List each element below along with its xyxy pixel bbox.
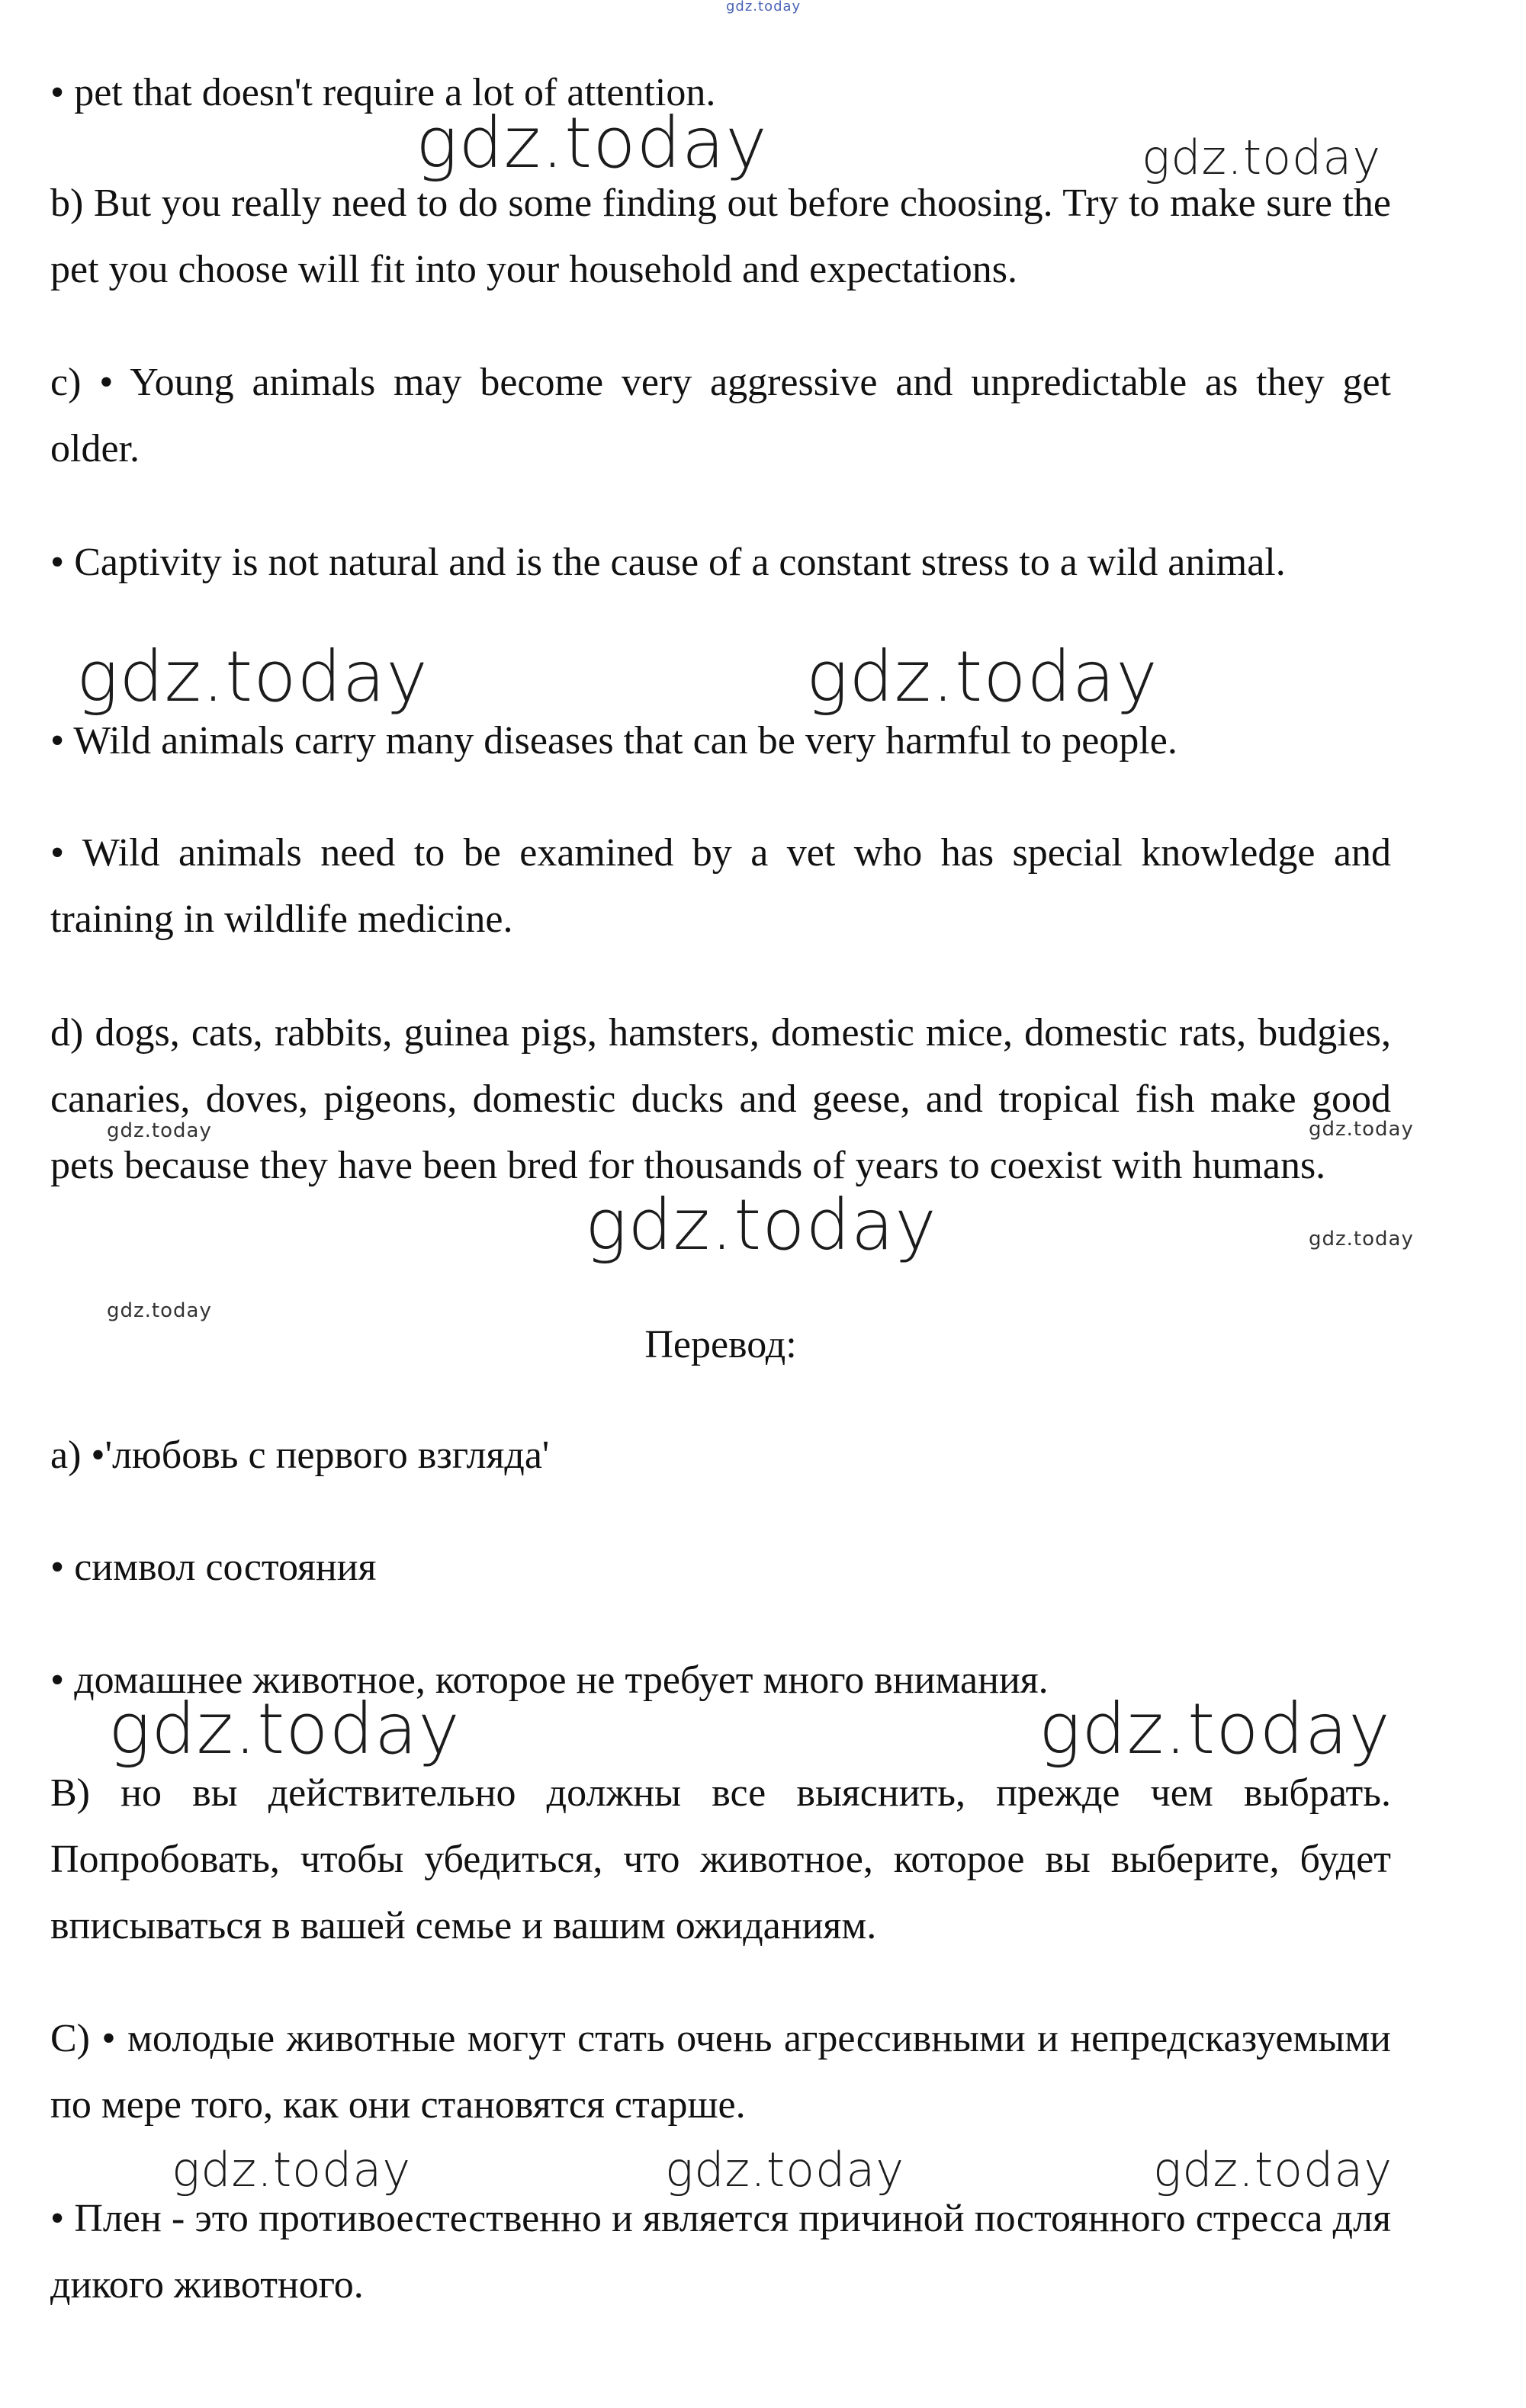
watermark: gdz.today xyxy=(1142,130,1382,185)
watermark: gdz.today xyxy=(76,636,429,718)
ru-a-bullet-3: • домашнее животное, которое не требует много внимания. xyxy=(50,1658,1049,1702)
watermark-top: gdz.today xyxy=(726,0,802,14)
watermark: gdz.today xyxy=(665,2142,905,2198)
watermark: gdz.today xyxy=(1153,2142,1393,2198)
ru-a-bullet-1: а) •'любовь с первого взгляда' xyxy=(50,1434,550,1477)
ru-c-bullet-1: С) • молодые животные могут стать очень агрессивными и непредсказуемыми по мере того, как они становятся старше. xyxy=(50,2017,1391,2127)
watermark: gdz.today xyxy=(172,2142,412,2198)
watermark: gdz.today xyxy=(1309,1228,1414,1251)
ru-c-bullet-2: • Плен - это противоестественно и является причиной постоянного стресса для дикого животного. xyxy=(50,2197,1391,2307)
watermark: gdz.today xyxy=(585,1184,937,1266)
ru-b-paragraph: В) но вы действительно должны все выяснить, прежде чем выбрать. Попробовать, чтобы убедиться, что животное, которое вы выберите, будет вписываться в вашей семье и вашим ожиданиям. xyxy=(50,1771,1391,1947)
en-c-bullet-3: • Wild animals carry many diseases that can be very harmful to people. xyxy=(50,719,1177,763)
en-c-bullet-1: c) • Young animals may become very aggressive and unpredictable as they get older. xyxy=(50,361,1391,470)
watermark: gdz.today xyxy=(107,1119,212,1142)
en-c-bullet-2: • Captivity is not natural and is the cause of a constant stress to a wild animal. xyxy=(50,541,1286,584)
watermark: gdz.today xyxy=(1039,1688,1391,1770)
translation-heading: Перевод: xyxy=(644,1323,797,1366)
en-b-paragraph: b) But you really need to do some finding out before choosing. Try to make sure the pet you choose will fit into your household and expectations. xyxy=(50,181,1391,291)
watermark: gdz.today xyxy=(108,1688,461,1770)
en-a-bullet-3: • pet that doesn't require a lot of attention. xyxy=(50,71,716,114)
en-d-paragraph: d) dogs, cats, rabbits, guinea pigs, hamsters, domestic mice, domestic rats, budgies, canaries, doves, pigeons, domestic ducks and geese, and tropical fish make good pets because they have been bred for thousands of years to coexist with humans. xyxy=(50,1011,1391,1187)
watermark: gdz.today xyxy=(806,636,1158,718)
watermark: gdz.today xyxy=(107,1299,212,1322)
ru-a-bullet-2: • символ состояния xyxy=(50,1546,377,1589)
en-c-bullet-4: • Wild animals need to be examined by a vet who has special knowledge and training in wildlife medicine. xyxy=(50,831,1391,941)
watermark: gdz.today xyxy=(1309,1118,1414,1141)
watermark: gdz.today xyxy=(416,102,768,184)
